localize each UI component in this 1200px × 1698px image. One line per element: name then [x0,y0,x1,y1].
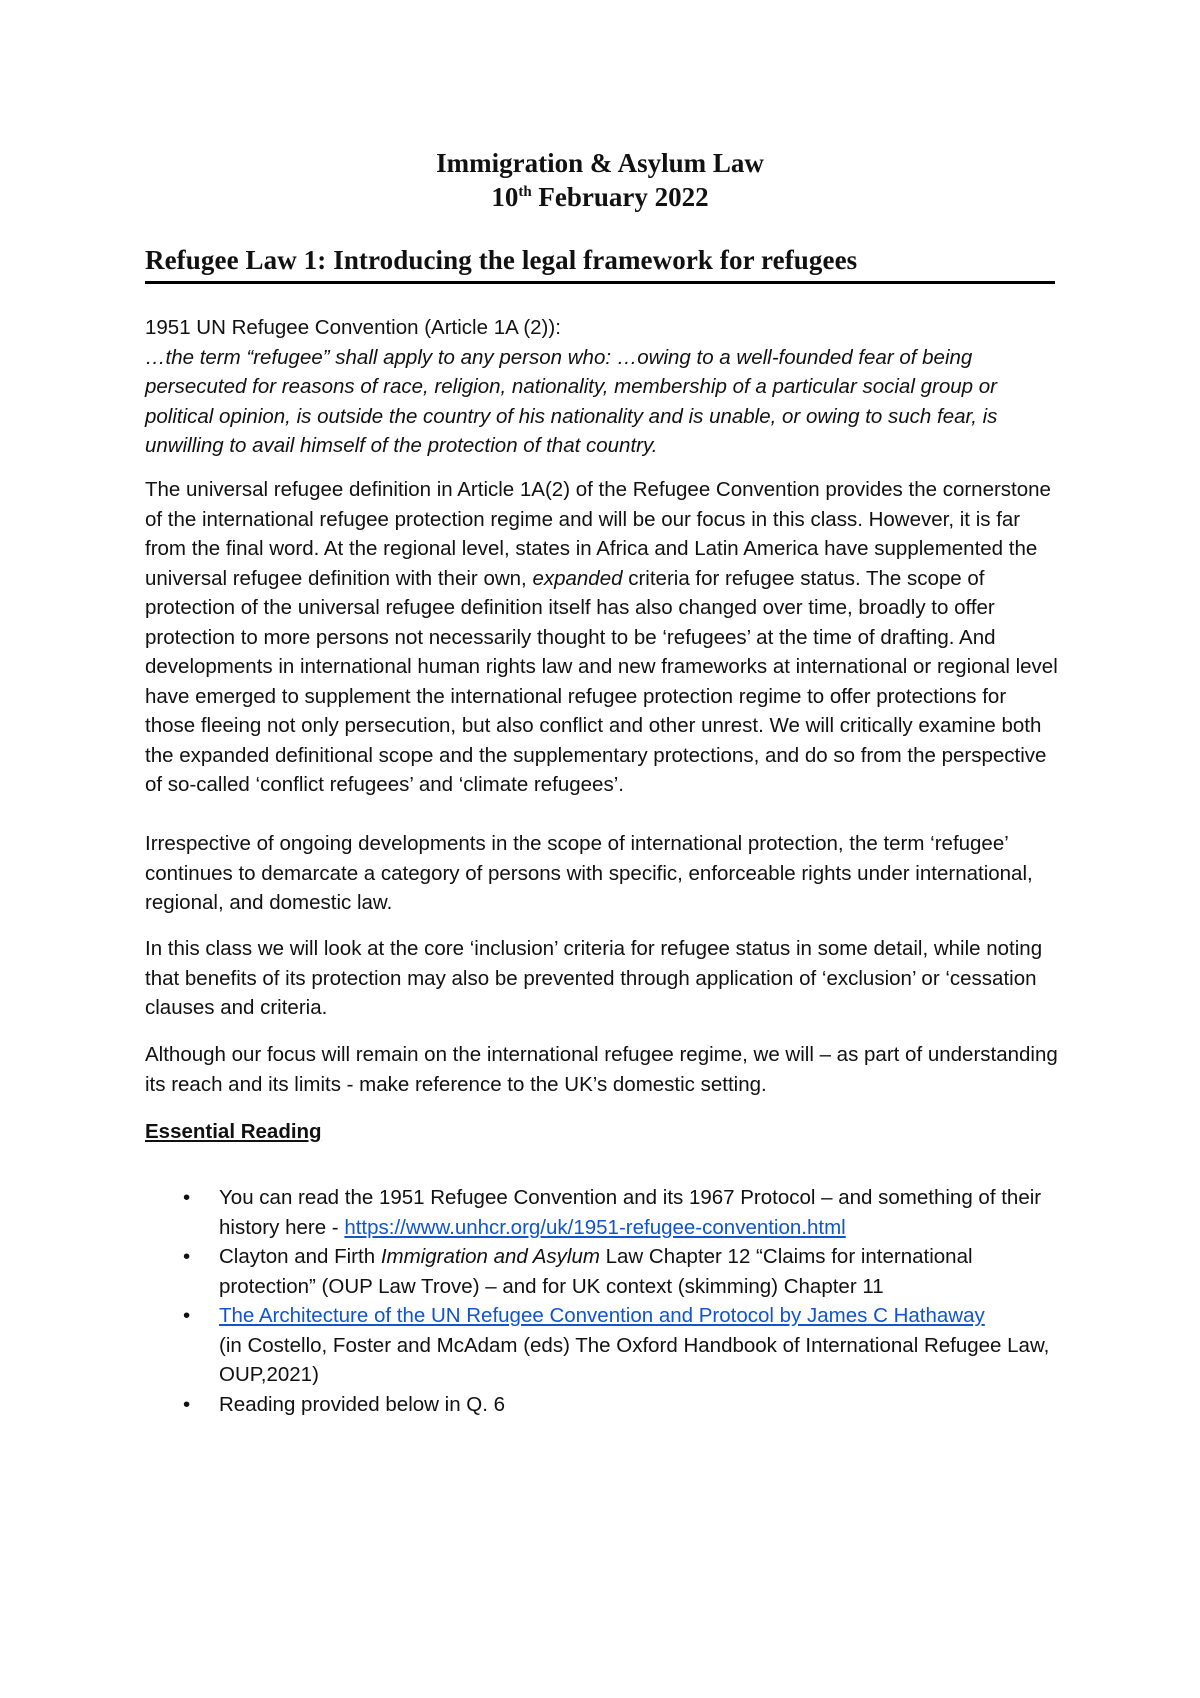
bullet-icon: • [183,1392,191,1416]
document-title-block [145,146,1055,214]
lecture-date [145,180,1055,214]
list-item: • You can read the 1951 Refugee Convention and its 1967 Protocol – and something of their history here - https://www.unhcr.org/uk/1951-refugee-convention.html [145,1183,1060,1242]
section-heading: Refugee Law 1: Introducing the legal framework for refugees [145,243,1055,284]
convention-quote: …the term “refugee” shall apply to any person who: …owing to a well-founded fear of being persecuted for reasons of race, religion, nationality, membership of a particular social group or political opinion, is outside the country of his nationality and is unable, or owing to such fear, is unwilling to avail himself of the protection of that country. [145,345,998,457]
list-item: • Reading provided below in Q. 6 [145,1390,1060,1420]
bullet-icon: • [183,1186,191,1209]
unhcr-convention-link[interactable]: https://www.unhcr.org/uk/1951-refugee-convention.html [344,1215,846,1239]
convention-block [145,313,1060,461]
convention-label: 1951 UN Refugee Convention (Article 1A (2)): [145,316,561,339]
list-item: • The Architecture of the UN Refugee Convention and Protocol by James C Hathaway (in Costello, Foster and McAdam (eds) The Oxford Handbook of International Refugee Law, OUP,2021) [145,1301,1060,1390]
date-day: 10 [491,182,519,212]
paragraph-refugee-term: Irrespective of ongoing developments in the scope of international protection, the term ‘refugee’ continues to demarcate a category of persons with specific, enforceable rights under international, regional, and domestic law. [145,832,1033,914]
paragraph-uk-setting: Although our focus will remain on the international refugee regime, we will – as part of understanding its reach and its limits - make reference to the UK’s domestic setting. [145,1043,1058,1096]
date-suffix: th [518,184,532,200]
paragraph-inclusion-criteria: In this class we will look at the core ‘inclusion’ criteria for refugee status in some detail, while noting that benefits of its protection may also be prevented through application of ‘exclusion’ or ‘cessation clauses and criteria. [145,937,1043,1019]
intro-text-a: The universal refugee definition in Article 1A(2) of the Refugee Convention provides the cornerstone of the international refugee protection regime and will be our focus in this class. However, it is far from the final word. At the regional level, states in Africa and Latin America have supplemented the universal refugee definition with their own, [145,478,1051,590]
intro-text-b: criteria for refugee status. The scope of protection of the universal refugee definition itself has also changed over time, broadly to offer protection to more persons not necessarily thought to be ‘refugees’ at the time of drafting. And developments in international human rights law and new frameworks at international or regional level have emerged to supplement the international refugee protection regime to offer protections for those fleeing not only persecution, but also conflict and other unrest. We will critically examine both the expanded definitional scope and the supplementary protections, and do so from the perspective of so-called ‘conflict refugees’ and ‘climate refugees’. [145,566,1058,796]
essential-reading-heading: Essential Reading [145,1120,322,1143]
intro-emphasis: expanded [532,566,623,590]
essential-reading-list [145,1183,1060,1419]
list-item: • Clayton and Firth Immigration and Asylum Law Chapter 12 “Claims for international protection” (OUP Law Trove) – and for UK context (skimming) Chapter 11 [145,1242,1060,1301]
course-title: Immigration & Asylum Law [436,148,764,178]
bullet-icon: • [183,1245,191,1268]
hathaway-architecture-link[interactable]: The Architecture of the UN Refugee Convention and Protocol by James C Hathaway [219,1304,985,1327]
date-rest: February 2022 [531,182,709,212]
intro-paragraph [145,475,1060,800]
bullet-icon: • [183,1304,191,1327]
